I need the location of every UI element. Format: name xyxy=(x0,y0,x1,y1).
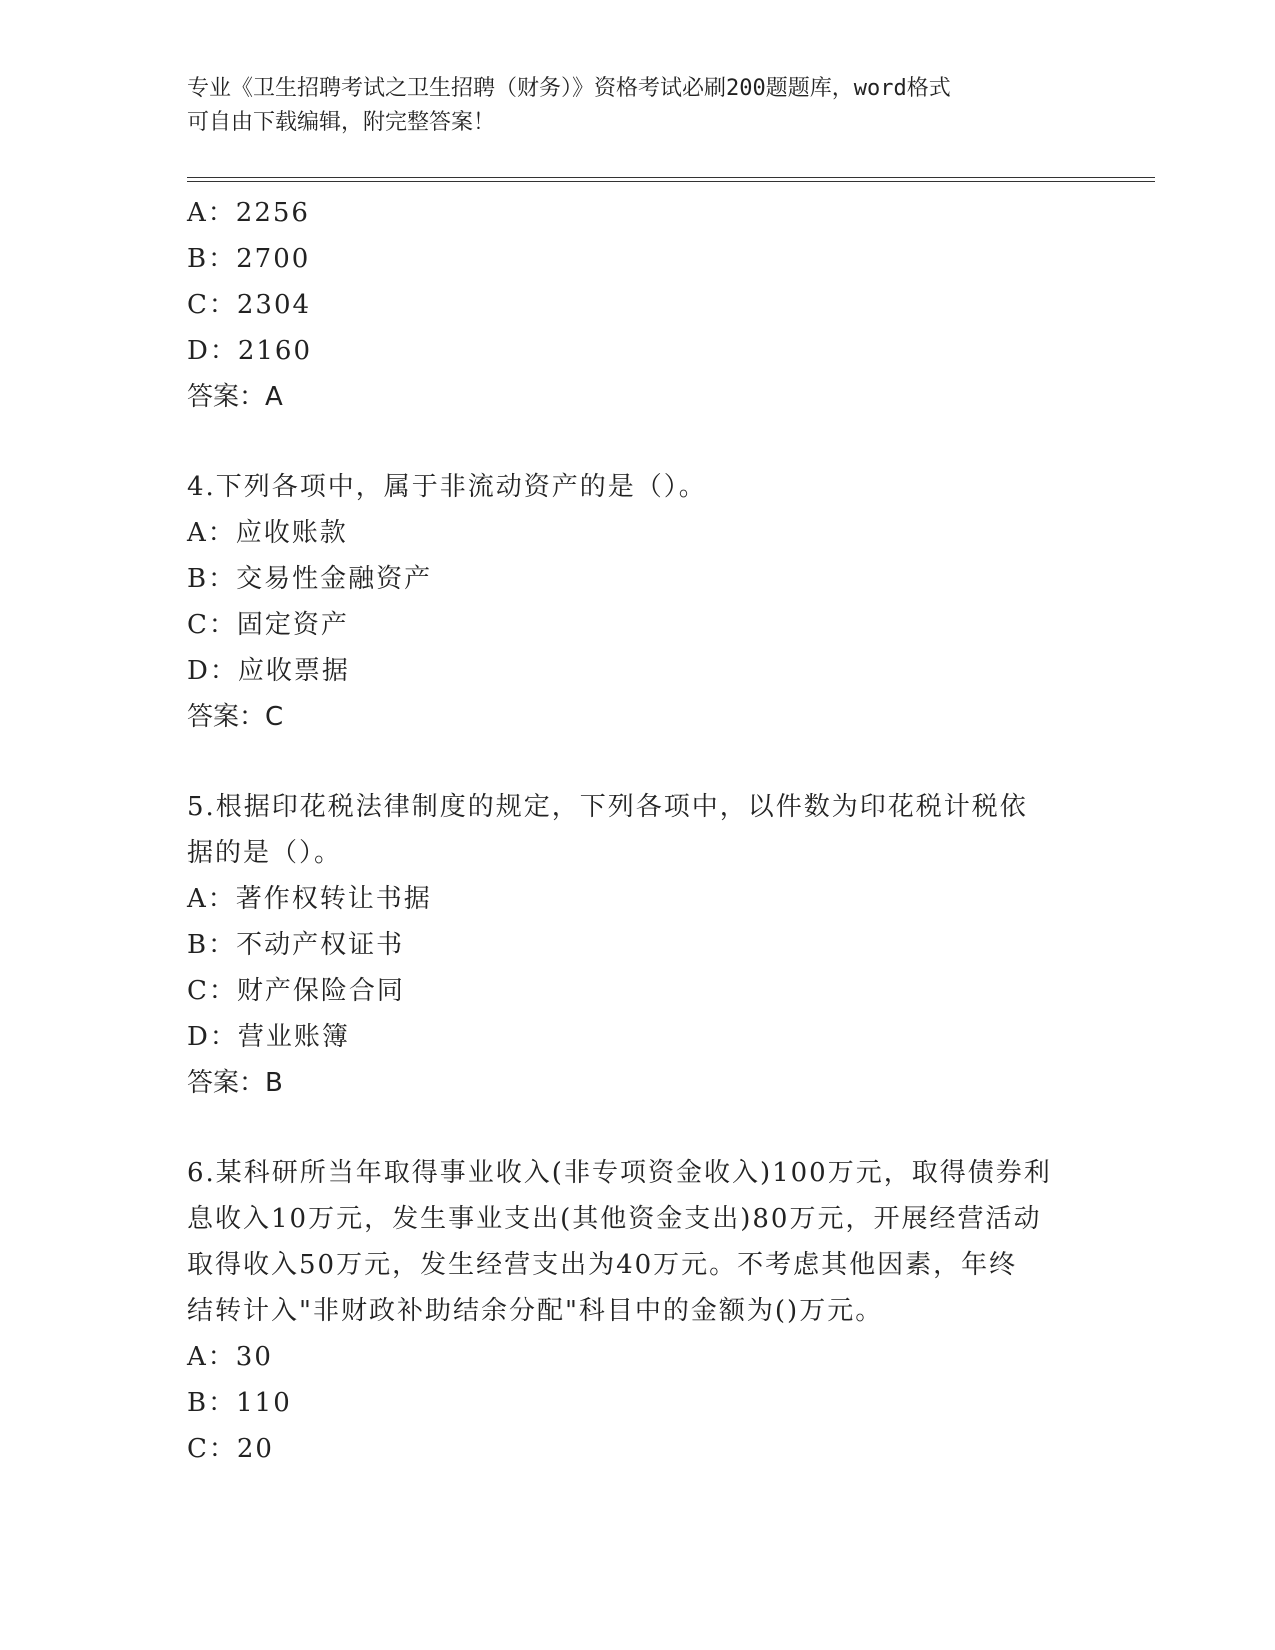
q3-option-d: D：2160 xyxy=(187,336,313,366)
q5-stem-line-1: 5.根据印花税法律制度的规定，下列各项中，以件数为印花税计税依 xyxy=(187,792,1028,822)
q4-answer: 答案：C xyxy=(187,702,284,732)
question-3-block xyxy=(187,190,1107,420)
q6-stem-line-3: 取得收入50万元，发生经营支出为40万元。不考虑其他因素，年终 xyxy=(187,1250,1018,1280)
question-5-block xyxy=(187,784,1107,1106)
q4-option-c: C：固定资产 xyxy=(187,610,349,640)
document-body xyxy=(187,190,1107,1472)
header-divider xyxy=(187,177,1155,182)
q5-option-c: C：财产保险合同 xyxy=(187,976,405,1006)
q6-stem-line-2: 息收入10万元，发生事业支出(其他资金支出)80万元，开展经营活动 xyxy=(187,1204,1042,1234)
q3-option-b: B：2700 xyxy=(187,244,311,274)
q3-option-c: C：2304 xyxy=(187,290,312,320)
q5-answer: 答案：B xyxy=(187,1068,283,1098)
q6-stem-line-1: 6.某科研所当年取得事业收入(非专项资金收入)100万元，取得债券利 xyxy=(187,1158,1052,1188)
q4-option-b: B：交易性金融资产 xyxy=(187,564,433,594)
q5-option-a: A：著作权转让书据 xyxy=(187,884,432,914)
q4-stem: 4.下列各项中，属于非流动资产的是（）。 xyxy=(187,472,707,502)
q5-option-b: B：不动产权证书 xyxy=(187,930,405,960)
q3-option-a: A：2256 xyxy=(187,198,310,228)
q6-stem-line-4: 结转计入"非财政补助结余分配"科目中的金额为()万元。 xyxy=(187,1296,884,1326)
q5-option-d: D：营业账簿 xyxy=(187,1022,350,1052)
q6-option-a: A：30 xyxy=(187,1342,273,1372)
header-title-line-2: 可自由下载编辑，附完整答案！ xyxy=(187,110,496,135)
q4-option-d: D：应收票据 xyxy=(187,656,350,686)
header-title-line-1: 专业《卫生招聘考试之卫生招聘（财务）》资格考试必刷200题题库，word格式 xyxy=(187,76,951,101)
document-header xyxy=(187,72,1087,140)
q4-option-a: A：应收账款 xyxy=(187,518,348,548)
q6-option-b: B：110 xyxy=(187,1388,292,1418)
q5-stem-line-2: 据的是（）。 xyxy=(187,838,343,868)
question-6-block xyxy=(187,1150,1107,1472)
q3-answer: 答案：A xyxy=(187,382,283,412)
q6-option-c: C：20 xyxy=(187,1434,274,1464)
question-4-block xyxy=(187,464,1107,740)
